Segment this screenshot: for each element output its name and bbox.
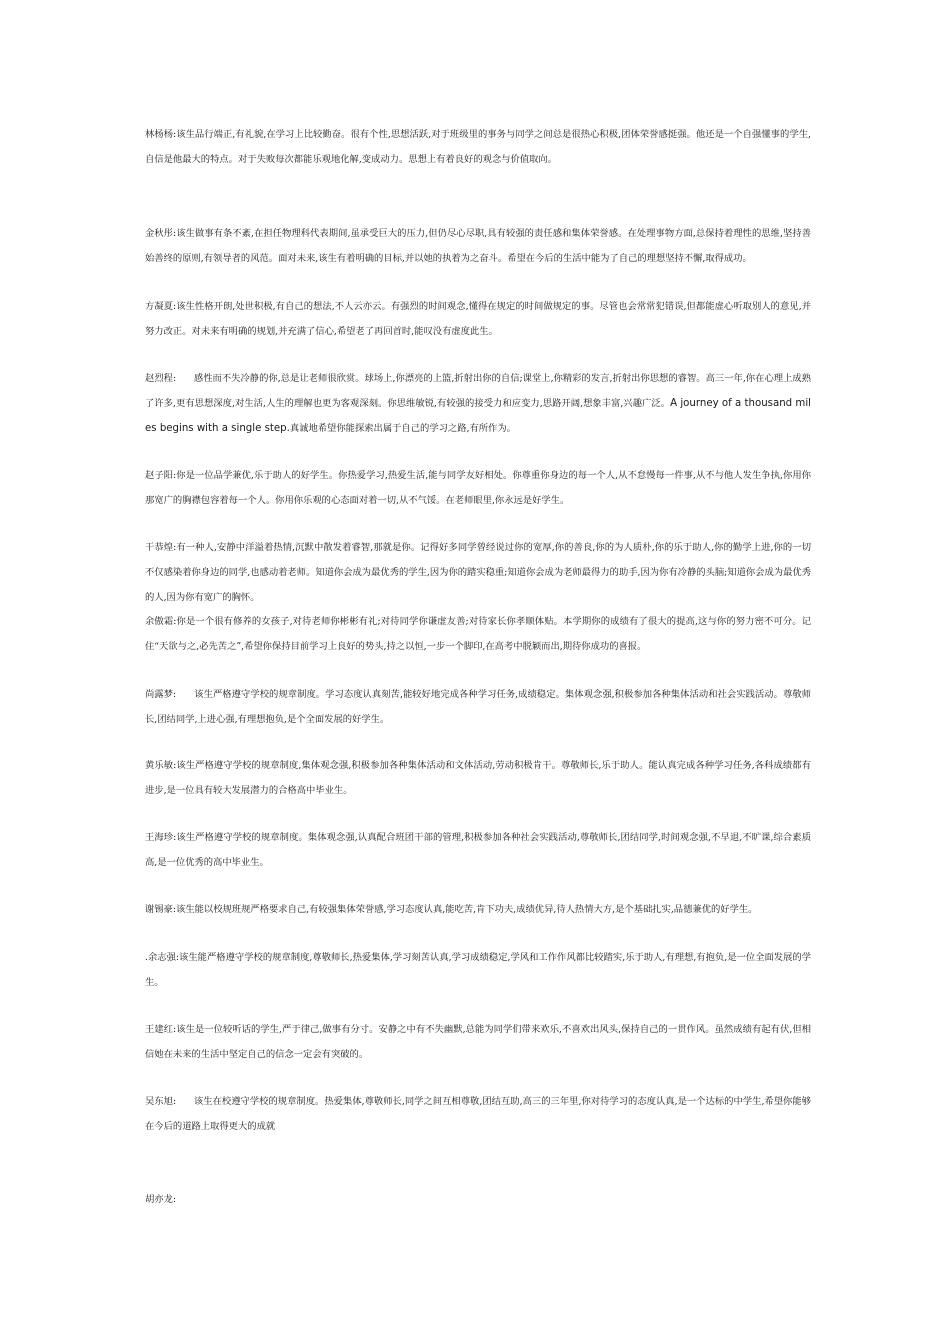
comment-text: 真诚地希望你能探索出属于自己的学习之路,有所作为。 <box>289 423 516 434</box>
comment-paragraph: 方凝夏:该生性格开朗,处世积极,有自己的想法,不人云亦云。有强烈的时间观念,懂得在规定的时间做规定的事。尽管也会常常犯错误,但都能虚心听取别人的意见,并努力改正。对未来有明确的规划,并充满了信心,希望老了再回首时,能叹没有虚度此生。 <box>145 301 811 337</box>
comment-paragraph: 林杨杨:该生品行端正,有礼貌,在学习上比较勤奋。很有个性,思想活跃,对于班级里的事务与同学之间总是很热心积极,团体荣誉感挺强。他还是一个自强懂事的学生,自信是他最大的特点。对于失败每次都能乐观地化解,变成动力。思想上有着良好的观念与价值取向。 <box>145 129 811 165</box>
comment-paragraph: 余傲霜:你是一个很有修养的女孩子,对待老师你彬彬有礼;对待同学你谦虚友善;对待家长你孝顺体贴。本学期你的成绩有了很大的提高,这与你的努力密不可分。记住“天欲与之,必先苦之”,希望你保持目前学习上良好的势头,持之以恒,一步一个脚印,在高考中脱颖而出,期待你成功的喜报。 <box>145 616 811 652</box>
comment-paragraph: 王海珍:该生严格遵守学校的规章制度。集体观念强,认真配合班团干部的管理,积极参加各种社会实践活动,尊敬师长,团结同学,时间观念强,不早退,不旷课,综合素质高,是一位优秀的高中毕业生。 <box>145 832 811 868</box>
comment-paragraph: 胡亦龙: <box>145 1194 177 1205</box>
comment-paragraph: 赵子阳:你是一位品学兼优,乐于助人的好学生。你热爱学习,热爱生活,能与同学友好相处。你尊重你身边的每一个人,从不怠慢每一件事,从不与他人发生争执,你用你那宽广的胸襟包容着每一个人。你用你乐观的心态面对着一切,从不气馁。在老师眼里,你永远是好学生。 <box>145 470 811 506</box>
comment-english-quote: A journey of a thousand miles begins with a single step. <box>145 398 811 434</box>
comment-paragraph: 吴东旭: 该生在校遵守学校的规章制度。热爱集体,尊敬师长,同学之间互相尊敬,团结互助,高三的三年里,你对待学习的态度认真,是一个达标的中学生,希望你能够在今后的道路上取得更大的成就 <box>145 1096 811 1132</box>
comment-text: 赵烈程: 感性而不失冷静的你,总是让老师很欣赏。球场上,你漂亮的上篮,折射出你的自信;课堂上,你精彩的发言,折射出你思想的睿智。高三一年,你在心理上成熟了许多,更有思想深度,对生活,人生的理解也更为客观深刻。你思维敏锐,有较强的接受力和应变力,思路开阔,想象丰富,兴趣广泛。 <box>145 373 811 409</box>
comment-paragraph <box>145 366 811 441</box>
comment-paragraph: 黄乐敏:该生严格遵守学校的规章制度,集体观念强,积极参加各种集体活动和文体活动,劳动积极肯干。尊敬师长,乐于助人。能认真完成各种学习任务,各科成绩都有进步,是一位具有较大发展潜力的合格高中毕业生。 <box>145 760 811 796</box>
comment-paragraph: 谢锡豪:该生能以校规班规严格要求自己,有较强集体荣誉感,学习态度认真,能吃苦,肯下功夫,成绩优异,待人热情大方,是个基础扎实,品德兼优的好学生。 <box>145 904 758 915</box>
comment-paragraph: 干恭煌:有一种人,安静中洋溢着热情,沉默中散发着睿智,那就是你。记得好多同学曾经说过你的宽厚,你的善良,你的为人质朴,你的乐于助人,你的勤学上进,你的一切不仅感染着你身边的同学,也感动着老师。知道你会成为最优秀的学生,因为你的踏实稳重;知道你会成为老师最得力的助手,因为你有冷静的头脑;知道你会成为最优秀的人,因为你有宽广的胸怀。 <box>145 542 811 603</box>
comment-paragraph: .余志强:该生能严格遵守学校的规章制度,尊敬师长,热爱集体,学习刻苦认真,学习成绩稳定,学风和工作作风都比较踏实,乐于助人,有理想,有抱负,是一位全面发展的学生。 <box>145 952 811 988</box>
comment-paragraph: 金秋彤:该生做事有条不紊,在担任物理科代表期间,虽承受巨大的压力,但仍尽心尽职,具有较强的责任感和集体荣誉感。在处理事物方面,总保持着理性的思维,坚持善始善终的原则,有领导者的风范。面对未来,该生有着明确的目标,并以她的执着为之奋斗。希望在今后的生活中能为了自己的理想坚持不懈,取得成功。 <box>145 228 811 264</box>
comment-paragraph: 王建红:该生是一位较听话的学生,严于律己,做事有分寸。安静之中有不失幽默,总能为同学们带来欢乐,不喜欢出风头,保持自己的一贯作风。虽然成绩有起有伏,但相信她在未来的生活中坚定自己的信念一定会有突破的。 <box>145 1024 811 1060</box>
comment-paragraph: 尚露梦: 该生严格遵守学校的规章制度。学习态度认真刻苦,能较好地完成各种学习任务,成绩稳定。集体观念强,积极参加各种集体活动和社会实践活动。尊敬师长,团结同学,上进心强,有理想抱负,是个全面发展的好学生。 <box>145 689 811 725</box>
